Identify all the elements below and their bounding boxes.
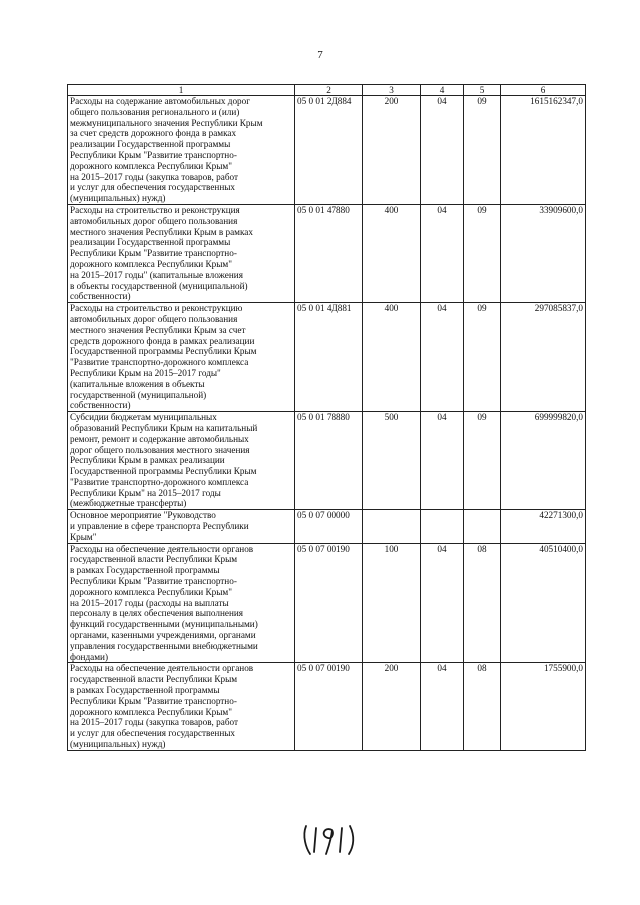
row-target-code: 05 0 01 2Д884 xyxy=(295,96,363,205)
row-expense-type: 200 xyxy=(363,663,421,750)
row-section: 04 xyxy=(421,543,464,663)
page-number: 7 xyxy=(317,49,323,61)
table-row xyxy=(68,303,586,412)
row-expense-type: 200 xyxy=(363,96,421,205)
row-target-code: 05 0 07 00190 xyxy=(295,663,363,750)
row-description: Расходы на содержание автомобильных дорог общего пользования регионального и (или) межмуниципального значения Республики Крым за счет средств дорожного фонда в рамках реализации Государственной программы Республики Крым "Развитие транспортно- дорожного комплекса Республики Крым" на 2015–2017 годы (закупка товаров, работ и услуг для обеспечения государственных (муниципальных) нужд) xyxy=(68,96,295,205)
column-header-3: 3 xyxy=(363,85,421,96)
row-subsection: 08 xyxy=(464,543,501,663)
row-expense-type xyxy=(363,510,421,543)
row-subsection: 09 xyxy=(464,412,501,510)
table-row xyxy=(68,543,586,663)
row-description: Расходы на строительство и реконструкцию автомобильных дорог общего пользования местного значения Республики Крым за счет средств дорожного фонда в рамках реализации Государственной программы Республики Крым "Развитие транспортно-дорожного комплекса Республики Крым на 2015–2017 годы" (капитальные вложения в объекты государственной (муниципальной) собственности) xyxy=(68,303,295,412)
row-subsection: 09 xyxy=(464,303,501,412)
row-subsection: 09 xyxy=(464,204,501,302)
row-expense-type: 400 xyxy=(363,204,421,302)
row-target-code: 05 0 01 78880 xyxy=(295,412,363,510)
row-amount: 297085837,0 xyxy=(501,303,586,412)
budget-table xyxy=(67,84,586,751)
row-amount: 40510400,0 xyxy=(501,543,586,663)
column-header-5: 5 xyxy=(464,85,501,96)
row-amount: 1755900,0 xyxy=(501,663,586,750)
column-header-4: 4 xyxy=(421,85,464,96)
column-header-2: 2 xyxy=(295,85,363,96)
row-expense-type: 400 xyxy=(363,303,421,412)
table-row xyxy=(68,510,586,543)
row-expense-type: 100 xyxy=(363,543,421,663)
row-target-code: 05 0 07 00000 xyxy=(295,510,363,543)
row-section: 04 xyxy=(421,96,464,205)
column-header-1: 1 xyxy=(68,85,295,96)
row-description: Субсидии бюджетам муниципальных образований Республики Крым на капитальный ремонт, ремонт и содержание автомобильных дорог общего пользования местного значения Республики Крым в рамках реализации Государственной программы Республики Крым "Развитие транспортно-дорожного комплекса Республики Крым" на 2015–2017 годы (межбюджетные трансферты) xyxy=(68,412,295,510)
row-amount: 699999820,0 xyxy=(501,412,586,510)
handwritten-page-mark xyxy=(300,820,360,860)
row-section: 04 xyxy=(421,412,464,510)
row-target-code: 05 0 01 47880 xyxy=(295,204,363,302)
row-expense-type: 500 xyxy=(363,412,421,510)
table-row xyxy=(68,96,586,205)
table-header-row xyxy=(68,85,586,96)
column-header-6: 6 xyxy=(501,85,586,96)
row-subsection: 08 xyxy=(464,663,501,750)
table-row xyxy=(68,204,586,302)
row-description: Расходы на строительство и реконструкция автомобильных дорог общего пользования местного значения Республики Крым в рамках реализации Государственной программы Республики Крым "Развитие транспортно- дорожного комплекса Республики Крым" на 2015–2017 годы" (капитальные вложения в объекты государственной (муниципальной) собственности) xyxy=(68,204,295,302)
row-amount: 33909600,0 xyxy=(501,204,586,302)
row-subsection xyxy=(464,510,501,543)
row-section: 04 xyxy=(421,663,464,750)
row-description: Расходы на обеспечение деятельности органов государственной власти Республики Крым в рамках Государственной программы Республики Крым "Развитие транспортно- дорожного комплекса Республики Крым" на 2015–2017 годы (закупка товаров, работ и услуг для обеспечения государственных (муниципальных) нужд) xyxy=(68,663,295,750)
table-row xyxy=(68,663,586,750)
row-target-code: 05 0 07 00190 xyxy=(295,543,363,663)
row-description: Расходы на обеспечение деятельности органов государственной власти Республики Крым в рамках Государственной программы Республики Крым "Развитие транспортно- дорожного комплекса Республики Крым" на 2015–2017 годы (расходы на выплаты персоналу в целях обеспечения выполнения функций государственными (муниципальными) органами, казенными учреждениями, органами управления государственными внебюджетными фондами) xyxy=(68,543,295,663)
row-target-code: 05 0 01 4Д881 xyxy=(295,303,363,412)
table-row xyxy=(68,412,586,510)
row-description: Основное мероприятие "Руководство и управление в сфере транспорта Республики Крым" xyxy=(68,510,295,543)
row-amount: 1615162347,0 xyxy=(501,96,586,205)
row-subsection: 09 xyxy=(464,96,501,205)
row-section: 04 xyxy=(421,204,464,302)
row-section xyxy=(421,510,464,543)
row-amount: 42271300,0 xyxy=(501,510,586,543)
row-section: 04 xyxy=(421,303,464,412)
